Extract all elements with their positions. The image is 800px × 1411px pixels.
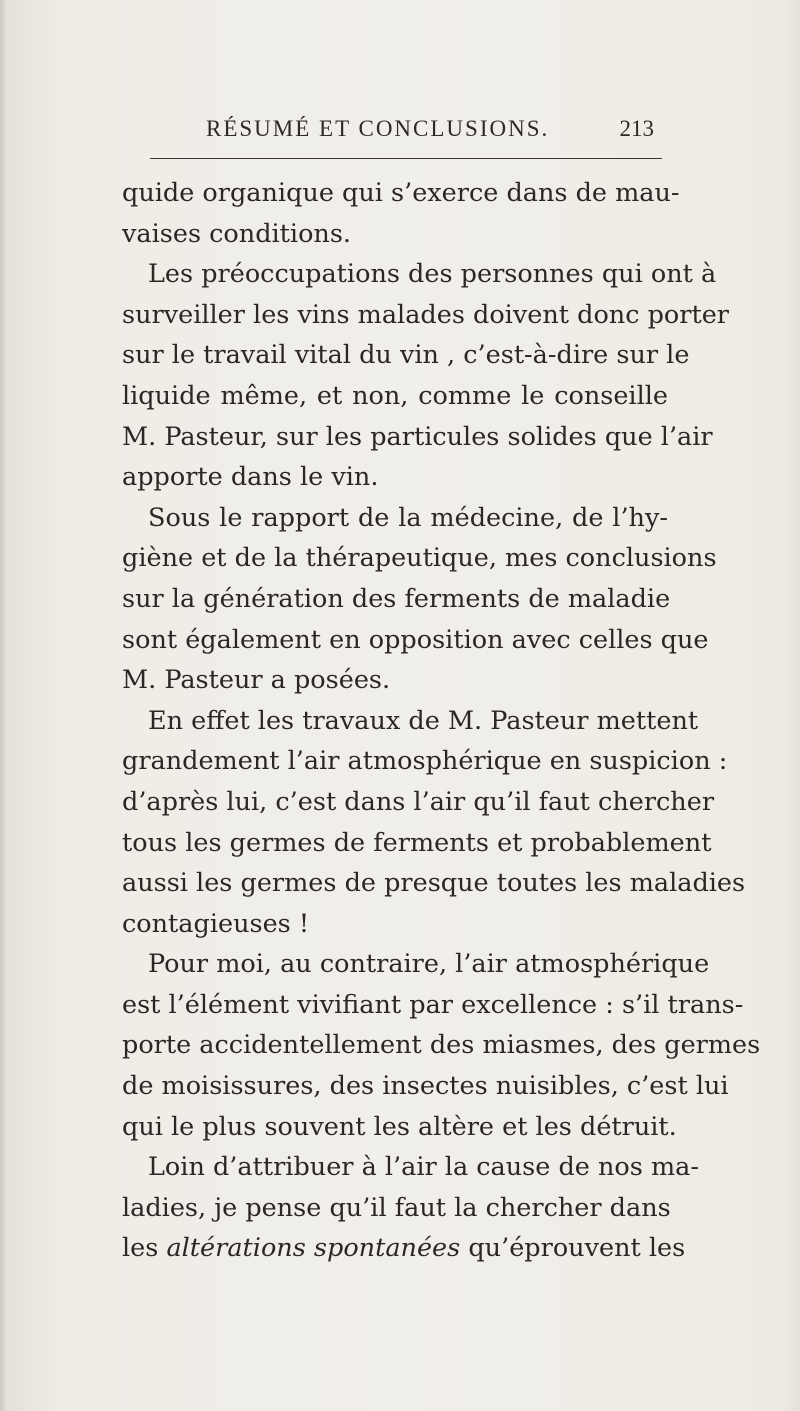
text-line: M. Pasteur, sur les particules solides que l’air (122, 421, 713, 452)
text-line: liquide même, et non, comme le conseille (122, 380, 668, 411)
header-rule (150, 158, 662, 159)
text-line: est l’élément vivifiant par excellence : s’il trans- (122, 989, 744, 1020)
text-line: porte accidentellement des miasmes, des germes (122, 1030, 761, 1061)
text-line: de moisissures, des insectes nuisibles, c’est lui (122, 1071, 729, 1102)
body-text (122, 173, 761, 1269)
italic-emphasis: altérations spontanées (166, 1233, 461, 1264)
text-span: les (122, 1233, 159, 1264)
text-line: contagieuses ! (122, 908, 310, 939)
text-line: ladies, je pense qu’il faut la chercher dans (122, 1192, 671, 1223)
text-line: apporte dans le vin. (122, 462, 379, 493)
text-line: surveiller les vins malades doivent donc porter (122, 299, 729, 330)
paragraph-3 (122, 498, 717, 701)
text-line: Loin d’attribuer à l’air la cause de nos ma- (148, 1152, 699, 1183)
page-binding-edge (0, 0, 8, 1411)
text-line: grandement l’air atmosphérique en suspicion : (122, 746, 728, 777)
text-line: Pour moi, au contraire, l’air atmosphérique (148, 949, 710, 980)
paragraph-1 (122, 173, 680, 254)
text-line: qui le plus souvent les altère et les détruit. (122, 1111, 677, 1142)
text-line-mixed (122, 1228, 686, 1269)
text-line: sur le travail vital du vin , c’est-à-dire sur le (122, 340, 690, 371)
page-header (150, 112, 660, 152)
text-line: aussi les germes de presque toutes les maladies (122, 868, 746, 899)
paragraph-5 (122, 944, 761, 1147)
text-line: Les préoccupations des personnes qui ont à (148, 259, 717, 290)
text-line: sont également en opposition avec celles que (122, 624, 709, 655)
text-line: Sous le rapport de la médecine, de l’hy- (148, 502, 668, 533)
text-line: d’après lui, c’est dans l’air qu’il faut chercher (122, 786, 715, 817)
running-title: RÉSUMÉ ET CONCLUSIONS. (206, 116, 550, 141)
text-line: En effet les travaux de M. Pasteur mettent (148, 705, 699, 736)
text-line: sur la génération des ferments de maladie (122, 583, 671, 614)
text-line: vaises conditions. (122, 218, 352, 249)
text-line: quide organique qui s’exerce dans de mau- (122, 178, 680, 208)
text-line: M. Pasteur a posées. (122, 665, 391, 696)
paragraph-6 (122, 1147, 699, 1269)
text-line: tous les germes de ferments et probablement (122, 827, 712, 858)
paragraph-2 (122, 254, 729, 498)
text-span: qu’éprouvent les (468, 1233, 686, 1264)
paragraph-4 (122, 701, 746, 945)
text-line: giène et de la thérapeutique, mes conclusions (122, 543, 717, 574)
page-number: 213 (619, 116, 654, 141)
